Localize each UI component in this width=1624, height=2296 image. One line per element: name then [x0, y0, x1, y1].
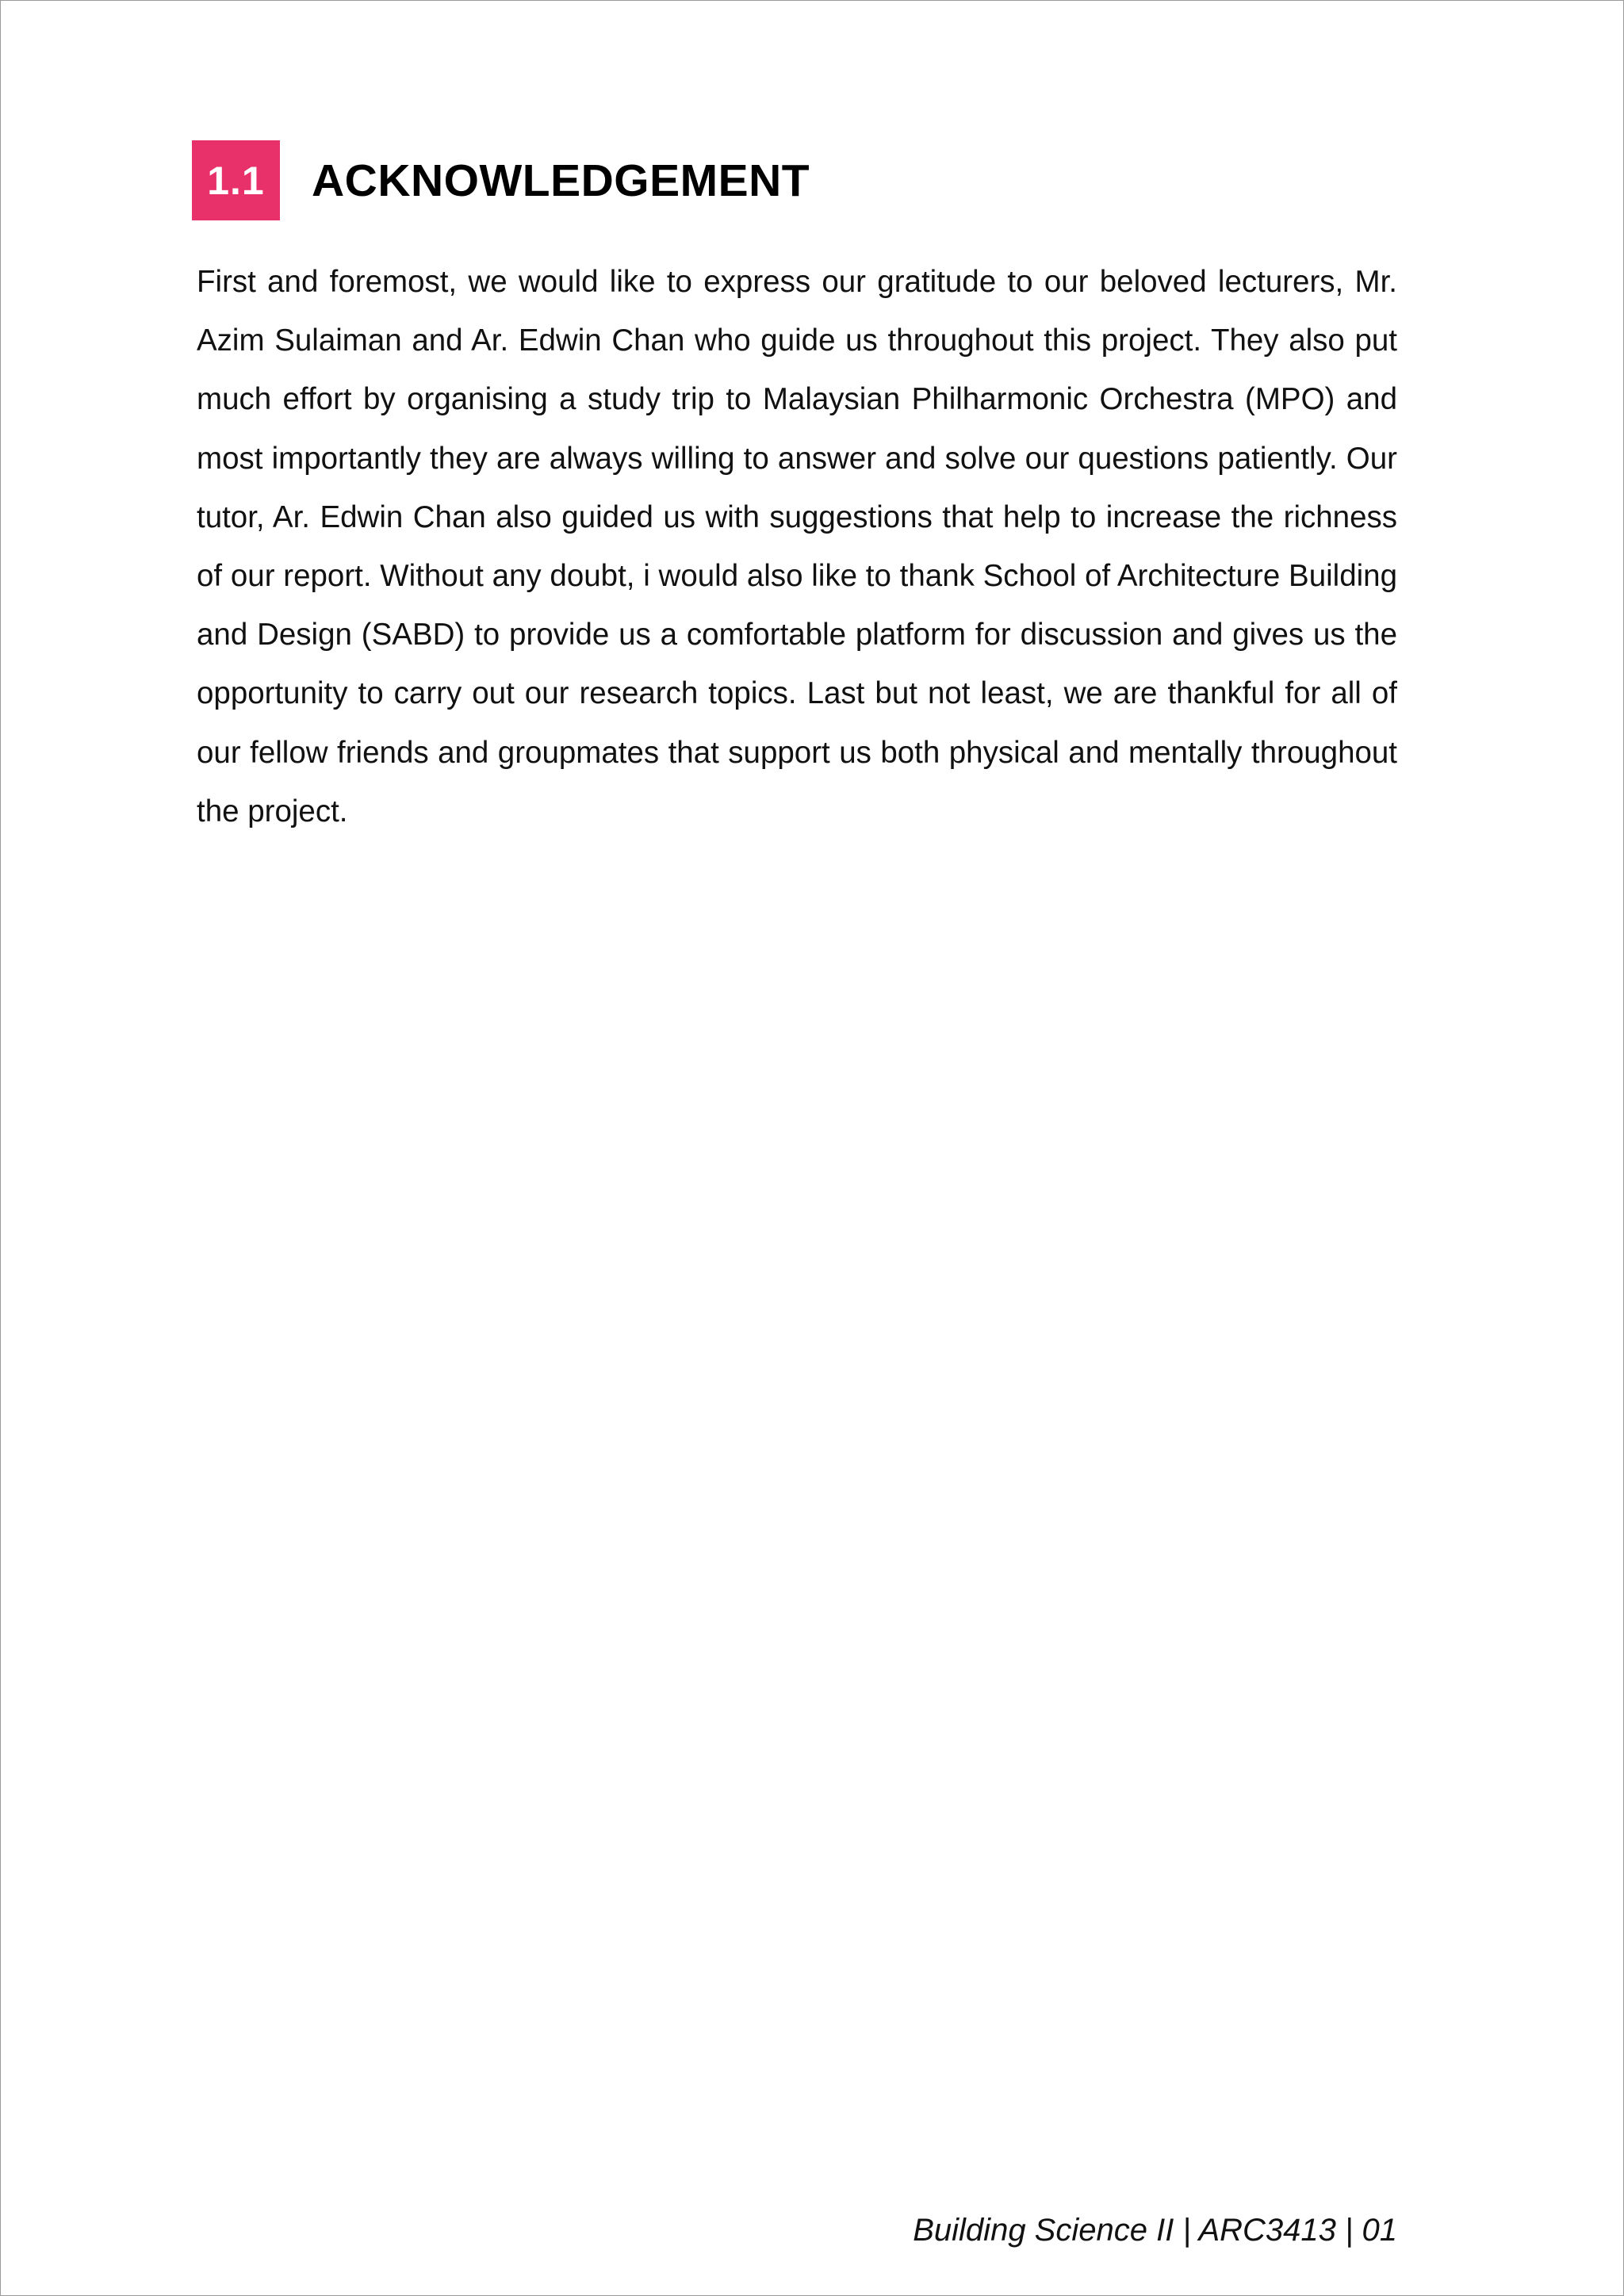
page-footer: Building Science II | ARC3413 | 01	[913, 2213, 1397, 2248]
section-title: ACKNOWLEDGEMENT	[312, 155, 810, 206]
acknowledgement-paragraph: First and foremost, we would like to express our gratitude to our beloved lecturers, Mr. Azim Sulaiman and Ar. Edwin Chan who guide us throughout this project. They also put much effort by organising a study trip to Malaysian Philharmonic Orchestra (MPO) and most importantly they are always willing to answer and solve our questions patiently. Our tutor, Ar. Edwin Chan also guided us with suggestions that help to increase the richness of our report. Without any doubt, i would also like to thank School of Architecture Building and Design (SABD) to provide us a comfortable platform for discussion and gives us the opportunity to carry out our research topics. Last but not least, we are thankful for all of our fellow friends and groupmates that support us both physical and mentally throughout the project.	[197, 265, 1397, 828]
section-heading	[192, 140, 810, 220]
section-number-badge: 1.1	[192, 140, 280, 220]
